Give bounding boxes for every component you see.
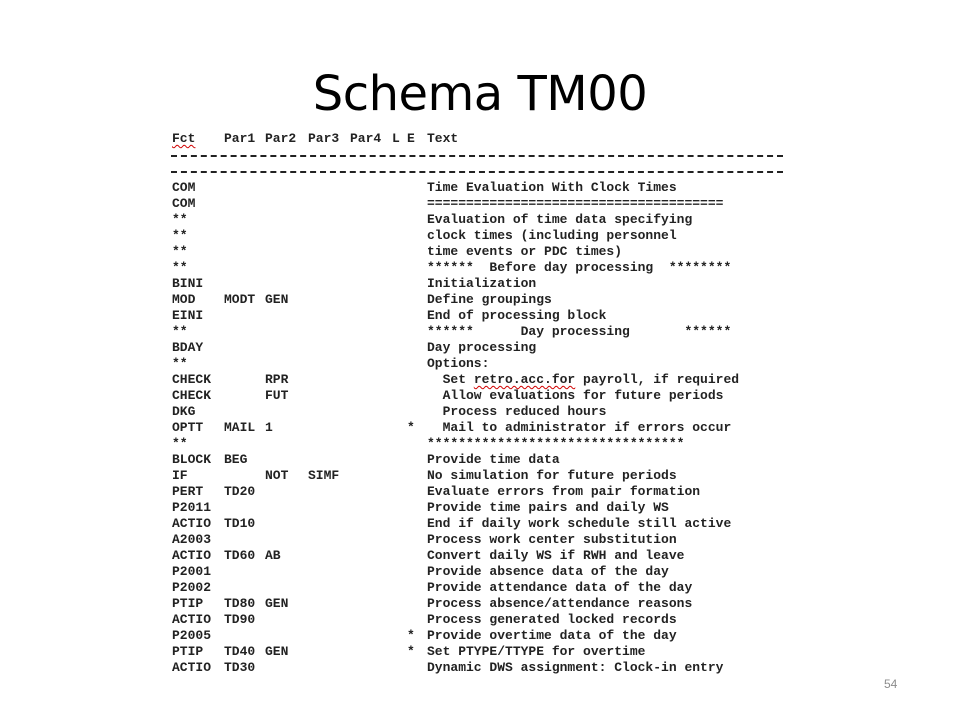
cell-par1: TD20 [224, 484, 256, 499]
cell-fct: ** [172, 260, 188, 275]
cell-fct: ACTIO [172, 612, 212, 627]
cell-fct: COM [172, 180, 196, 195]
table-row [171, 548, 783, 564]
table-row [171, 580, 783, 596]
table-row [171, 644, 783, 660]
table-row [171, 660, 783, 676]
cell-par2: GEN [265, 292, 289, 307]
table-row [171, 500, 783, 516]
cell-fct: IF [172, 468, 188, 483]
table-row [171, 324, 783, 340]
table-row [171, 356, 783, 372]
cell-fct: DKG [172, 404, 196, 419]
cell-text: Provide overtime data of the day [427, 628, 677, 643]
table-row [171, 436, 783, 452]
cell-par1: MODT [224, 292, 256, 307]
table-row [171, 276, 783, 292]
cell-text: Evaluate errors from pair formation [427, 484, 701, 499]
table-row [171, 516, 783, 532]
cell-text: End of processing block [427, 308, 607, 323]
cell-fct: CHECK [172, 372, 212, 387]
cell-text: ====================================== [427, 196, 724, 211]
cell-fct: EINI [172, 308, 204, 323]
table-row [171, 628, 783, 644]
cell-par1: TD80 [224, 596, 256, 611]
cell-text: Process generated locked records [427, 612, 677, 627]
cell-par1: TD10 [224, 516, 256, 531]
cell-text: No simulation for future periods [427, 468, 677, 483]
cell-fct: PTIP [172, 596, 204, 611]
cell-text: End if daily work schedule still active [427, 516, 732, 531]
cell-fct: CHECK [172, 388, 212, 403]
cell-text: Convert daily WS if RWH and leave [427, 548, 685, 563]
cell-par2: 1 [265, 420, 273, 435]
cell-fct: ** [172, 212, 188, 227]
cell-text: Options: [427, 356, 490, 371]
header-par1: Par1 [224, 131, 256, 146]
cell-fct: P2005 [172, 628, 212, 643]
cell-par1: MAIL [224, 420, 256, 435]
cell-fct: P2001 [172, 564, 212, 579]
header-separator [171, 171, 783, 173]
cell-text: Mail to administrator if errors occur [427, 420, 732, 435]
cell-text: Set PTYPE/TTYPE for overtime [427, 644, 646, 659]
table-row [171, 388, 783, 404]
schema-listing [171, 130, 783, 680]
table-row [171, 196, 783, 212]
table-row [171, 228, 783, 244]
cell-text: time events or PDC times) [427, 244, 623, 259]
cell-fct: COM [172, 196, 196, 211]
cell-par2: NOT [265, 468, 289, 483]
cell-text: Process reduced hours [427, 404, 607, 419]
table-row [171, 484, 783, 500]
cell-text: Allow evaluations for future periods [427, 388, 724, 403]
table-row [171, 244, 783, 260]
page-number: 54 [884, 677, 898, 691]
cell-e: * [407, 628, 415, 643]
table-row [171, 612, 783, 628]
cell-text: Provide attendance data of the day [427, 580, 693, 595]
cell-fct: PERT [172, 484, 204, 499]
cell-text: Dynamic DWS assignment: Clock-in entry [427, 660, 724, 675]
cell-par2: RPR [265, 372, 289, 387]
cell-text: ****** Before day processing ******** [427, 260, 732, 275]
cell-text: Provide absence data of the day [427, 564, 669, 579]
cell-text: Initialization [427, 276, 537, 291]
cell-par2: GEN [265, 644, 289, 659]
cell-text: Day processing [427, 340, 537, 355]
cell-par1: TD60 [224, 548, 256, 563]
cell-fct: BDAY [172, 340, 204, 355]
cell-text: ****** Day processing ****** [427, 324, 732, 339]
table-row [171, 532, 783, 548]
cell-fct: ** [172, 356, 188, 371]
cell-text: Set retro.acc.for payroll, if required [427, 372, 740, 387]
header-par4: Par4 [350, 131, 382, 146]
cell-fct: A2003 [172, 532, 212, 547]
cell-fct: OPTT [172, 420, 204, 435]
cell-par3: SIMF [308, 468, 340, 483]
table-row [171, 564, 783, 580]
header-separator [171, 155, 783, 157]
cell-text: Provide time data [427, 452, 560, 467]
cell-text: ********************************* [427, 436, 685, 451]
table-row [171, 420, 783, 436]
table-header [171, 130, 459, 148]
cell-e: * [407, 644, 415, 659]
table-row [171, 340, 783, 356]
header-e: E [407, 131, 415, 146]
cell-par1: TD30 [224, 660, 256, 675]
cell-fct: BLOCK [172, 452, 212, 467]
table-row [171, 372, 783, 388]
cell-text: Provide time pairs and daily WS [427, 500, 669, 515]
cell-fct: ** [172, 244, 188, 259]
table-row [171, 212, 783, 228]
cell-fct: BINI [172, 276, 204, 291]
cell-text: Process absence/attendance reasons [427, 596, 693, 611]
cell-text: Define groupings [427, 292, 552, 307]
cell-fct: MOD [172, 292, 196, 307]
header-text: Text [427, 131, 459, 146]
cell-fct: P2002 [172, 580, 212, 595]
table-row [171, 260, 783, 276]
cell-text: Time Evaluation With Clock Times [427, 180, 677, 195]
cell-fct: ACTIO [172, 548, 212, 563]
cell-fct: ** [172, 228, 188, 243]
header-par2: Par2 [265, 131, 297, 146]
cell-e: * [407, 420, 415, 435]
header-fct: Fct [172, 131, 196, 146]
cell-par1: BEG [224, 452, 248, 467]
cell-fct: ACTIO [172, 516, 212, 531]
cell-par2: AB [265, 548, 281, 563]
header-par3: Par3 [308, 131, 340, 146]
table-row [171, 468, 783, 484]
cell-fct: ACTIO [172, 660, 212, 675]
cell-par2: GEN [265, 596, 289, 611]
cell-fct: P2011 [172, 500, 212, 515]
table-row [171, 596, 783, 612]
table-row [171, 308, 783, 324]
cell-par1: TD90 [224, 612, 256, 627]
cell-par2: FUT [265, 388, 289, 403]
table-row [171, 292, 783, 308]
table-row [171, 404, 783, 420]
slide-title: Schema TM00 [312, 66, 648, 122]
table-row [171, 180, 783, 196]
cell-text: clock times (including personnel [427, 228, 677, 243]
cell-text: Evaluation of time data specifying [427, 212, 693, 227]
cell-text: Process work center substitution [427, 532, 677, 547]
table-row [171, 452, 783, 468]
cell-fct: ** [172, 324, 188, 339]
cell-par1: TD40 [224, 644, 256, 659]
cell-fct: PTIP [172, 644, 204, 659]
cell-fct: ** [172, 436, 188, 451]
header-l: L [392, 131, 400, 146]
